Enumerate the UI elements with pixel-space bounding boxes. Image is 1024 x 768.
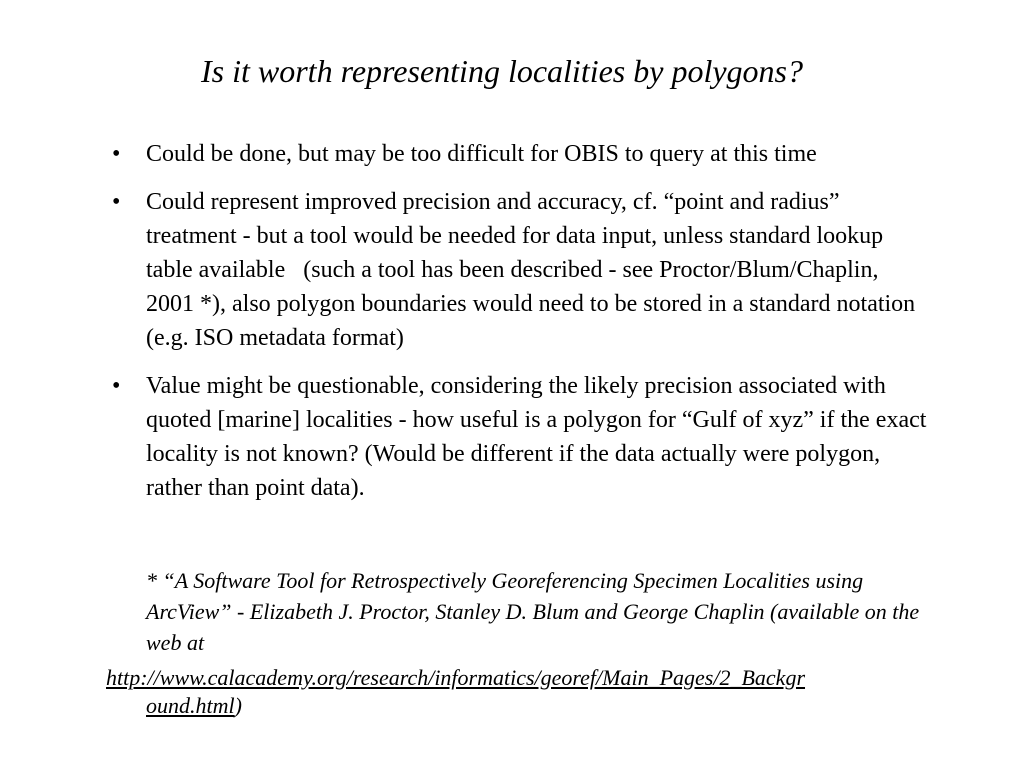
bullet-dot-icon: • <box>112 373 121 399</box>
bullet-list <box>102 137 932 519</box>
slide-title: Is it worth representing localities by polygons? <box>200 53 803 89</box>
bullet-text: Could be done, but may be too difficult for OBIS to query at this time <box>146 141 817 167</box>
footnote-url-link[interactable] <box>106 665 805 690</box>
footnote-citation: * “A Software Tool for Retrospectively Georeferencing Specimen Localities using ArcView” - Elizabeth J. Proctor, Stanley D. Blum and George Chaplin (available on the web at <box>146 568 920 655</box>
url-part-2: ound.html <box>146 693 235 718</box>
closing-paren: ) <box>234 693 242 718</box>
footnote-url-link-continued[interactable] <box>146 693 235 718</box>
bullet-item <box>102 185 932 355</box>
bullet-text: Could represent improved precision and accuracy, cf. “point and radius” treatment - but a tool would be needed for data input, unless standard lookup table available (such a tool has been described - see Proctor/Blum/Chaplin, 2001 *), also polygon boundaries would need to be stored in a standard notation (e.g. ISO metadata format) <box>146 189 916 351</box>
footnote-url-block <box>106 664 936 720</box>
bullet-text: Value might be questionable, considering the likely precision associated with quoted [marine] localities - how useful is a polygon for “Gulf of xyz” if the exact locality is not known? (Would be different if the data actually were polygon, rather than point data). <box>146 373 927 501</box>
bullet-item <box>102 369 932 505</box>
bullet-item <box>102 137 932 171</box>
bullet-dot-icon: • <box>112 141 121 167</box>
bullet-dot-icon: • <box>112 189 121 215</box>
url-part-1: http://www.calacademy.org/research/informatics/georef/Main_Pages/2_Backgr <box>106 665 806 690</box>
